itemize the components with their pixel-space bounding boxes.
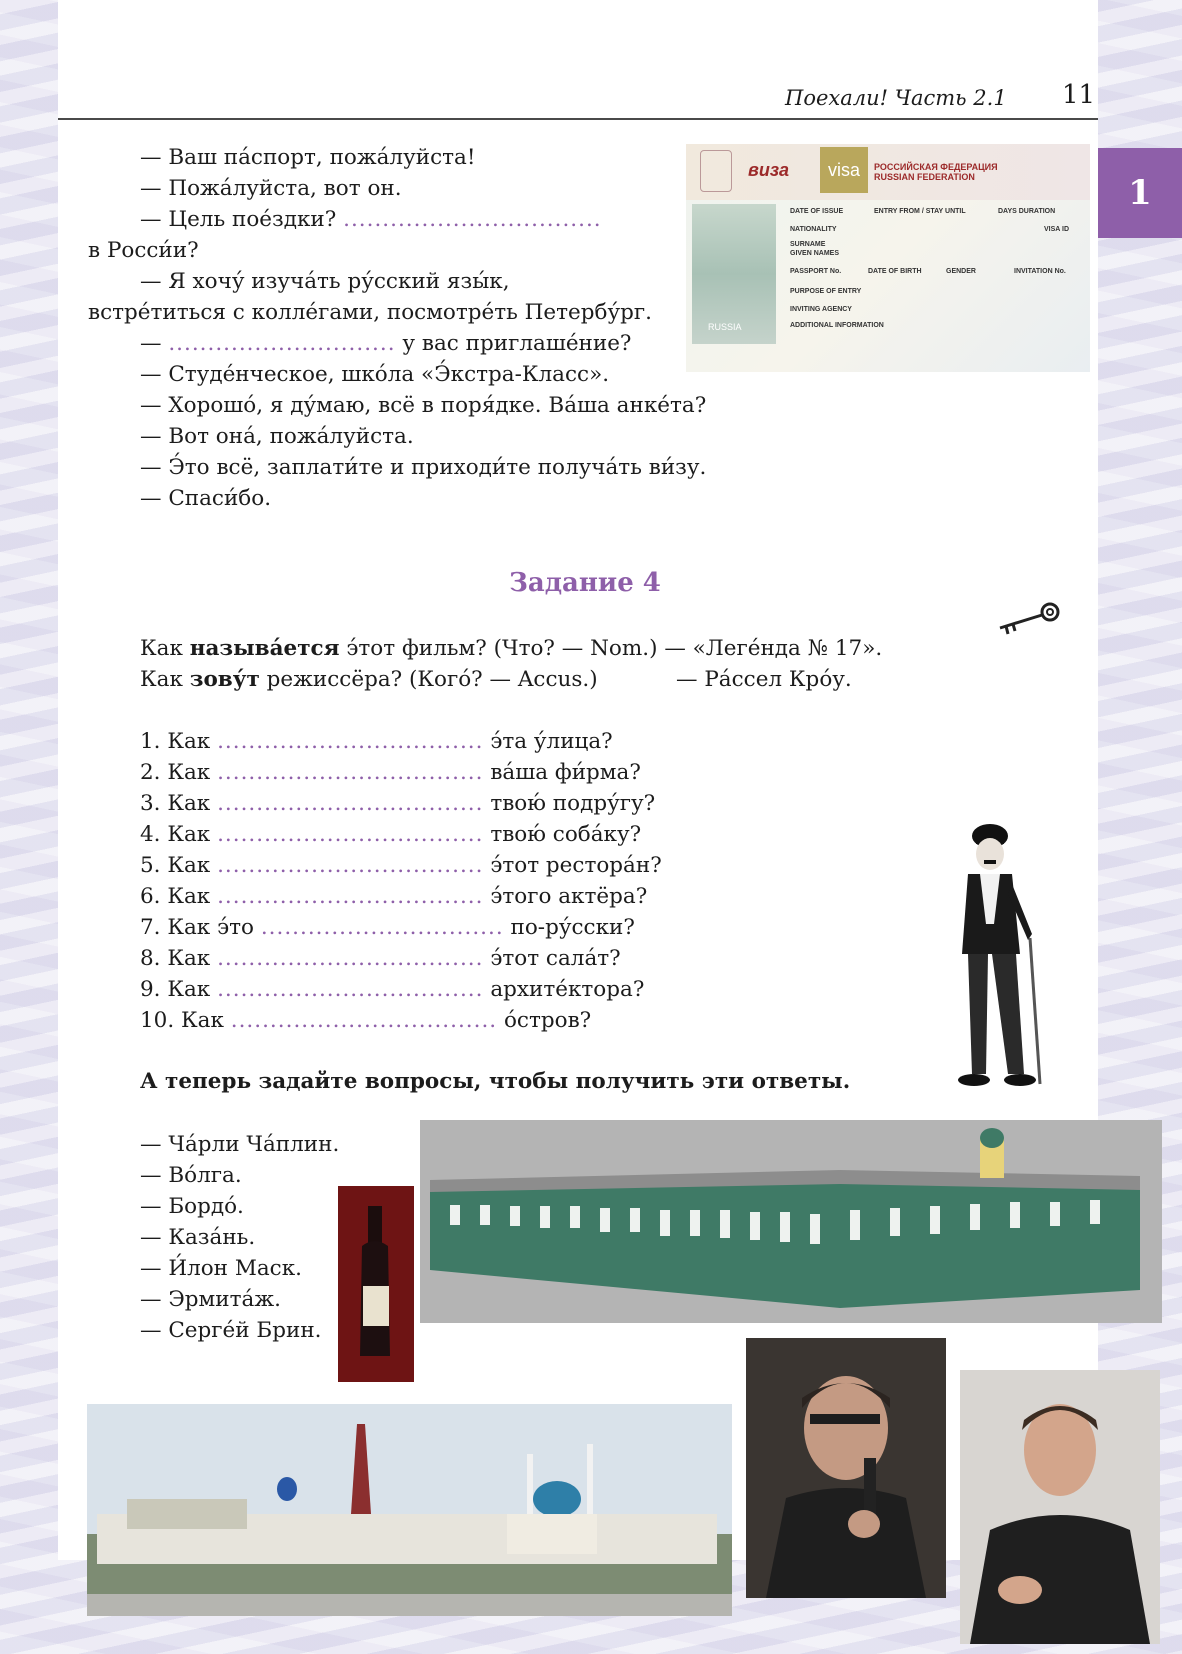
- dialogue-text: —: [140, 331, 162, 356]
- answer-blank[interactable]: ..................................: [217, 977, 484, 1002]
- visa-field: DATE OF BIRTH: [868, 268, 922, 275]
- dialogue-line: — Хорошо́, я ду́маю, всё в поря́дке. Ва́ша анкéта?: [140, 393, 707, 418]
- sergey-brin-photo: [746, 1338, 946, 1598]
- item-end: архитéктора?: [490, 977, 645, 1002]
- example-text: э́тот фильм? (Что? — Nom.) — «Легéнда № 17».: [339, 636, 883, 661]
- answer-blank[interactable]: ..................................: [217, 791, 484, 816]
- example-text: режиссёра? (Кого́? — Accus.): [259, 667, 598, 692]
- item-end: э́тот сала́т?: [490, 946, 621, 971]
- example-verb: называ́ется: [189, 636, 340, 661]
- answer-blank[interactable]: .................................: [343, 207, 602, 232]
- item-start: 2. Как: [140, 760, 211, 785]
- answer-blank[interactable]: ..................................: [217, 946, 484, 971]
- visa-field: INVITATION No.: [1014, 268, 1066, 275]
- dialogue-text: — Цель поéздки?: [140, 207, 337, 232]
- item-start: 8. Как: [140, 946, 211, 971]
- dialogue-line: — Э́то всё, заплати́те и приходи́те получа́ть ви́зу.: [140, 455, 707, 480]
- dialogue-line: — Пожа́луйста, вот он.: [140, 176, 402, 201]
- item-end: твою́ соба́ку?: [490, 822, 642, 847]
- answer-line: — Бордо́.: [140, 1194, 244, 1219]
- visa-image: [686, 144, 1090, 372]
- chapter-tab[interactable]: 1: [1098, 148, 1182, 238]
- answer-blank[interactable]: .............................: [168, 331, 396, 356]
- key-icon[interactable]: [996, 600, 1064, 640]
- item-start: 10. Как: [140, 1008, 224, 1033]
- visa-field: DAYS DURATION: [998, 208, 1056, 215]
- visa-field: GIVEN NAMES: [790, 250, 840, 257]
- visa-field: ENTRY FROM / STAY UNTIL: [874, 208, 966, 215]
- visa-country-ru: РОССИЙСКАЯ ФЕДЕРАЦИЯ: [874, 162, 998, 172]
- answer-line: — Каза́нь.: [140, 1225, 256, 1250]
- dialogue-line: [140, 206, 602, 234]
- item-start: 1. Как: [140, 729, 211, 754]
- exercise-item: [140, 1007, 591, 1035]
- emblem-icon: [700, 150, 732, 192]
- answer-line: — Эрмита́ж.: [140, 1287, 281, 1312]
- visa-field: INVITING AGENCY: [790, 306, 852, 313]
- instruction-text: А теперь задайте вопросы, чтобы получить эти ответы.: [140, 1069, 851, 1094]
- item-start: 9. Как: [140, 977, 211, 1002]
- item-end: о́стров?: [503, 1008, 592, 1033]
- item-start: 5. Как: [140, 853, 211, 878]
- visa-field: ADDITIONAL INFORMATION: [790, 322, 884, 329]
- kazan-kremlin-photo: [87, 1404, 732, 1616]
- visa-field: PURPOSE OF ENTRY: [790, 288, 862, 295]
- answer-blank[interactable]: ..................................: [217, 760, 484, 785]
- answer-line: — Ча́рли Ча́плин.: [140, 1132, 340, 1157]
- dialogue-line: — Спаси́бо.: [140, 486, 272, 511]
- answer-blank[interactable]: ..................................: [217, 884, 484, 909]
- visa-word: visa: [820, 147, 868, 193]
- running-header: Поехали! Часть 2.1: [785, 86, 1007, 110]
- task-heading: Задание 4: [509, 568, 661, 598]
- header-divider: [58, 118, 1098, 120]
- visa-country-en: RUSSIAN FEDERATION: [874, 172, 975, 182]
- item-end: по-ру́сски?: [510, 915, 635, 940]
- visa-tag: виза: [748, 160, 790, 180]
- visa-field: GENDER: [946, 268, 976, 275]
- answer-blank[interactable]: ..................................: [217, 729, 484, 754]
- example-text: Как: [140, 636, 190, 661]
- exercise-item: [140, 883, 647, 911]
- item-end: твою́ подру́гу?: [490, 791, 656, 816]
- item-start: 7. Как э́то: [140, 915, 254, 940]
- exercise-item: [140, 821, 641, 849]
- chaplin-photo: [928, 814, 1063, 1104]
- exercise-item: [140, 728, 613, 756]
- dialogue-line: — Ваш па́спорт, пожа́луйста!: [140, 145, 476, 170]
- example-text: Как: [140, 667, 190, 692]
- item-start: 3. Как: [140, 791, 211, 816]
- exercise-item: [140, 790, 655, 818]
- exercise-item: [140, 852, 662, 880]
- visa-field: SURNAME: [790, 241, 826, 248]
- visa-field: NATIONALITY: [790, 226, 837, 233]
- item-end: ва́ша фи́рма?: [490, 760, 641, 785]
- exercise-item: [140, 945, 621, 973]
- dialogue-text: у вас приглашéние?: [402, 331, 632, 356]
- visa-field: PASSPORT No.: [790, 268, 842, 275]
- visa-photo-label: RUSSIA: [708, 322, 742, 332]
- item-end: э́та у́лица?: [490, 729, 613, 754]
- answer-line: — И́лон Маск.: [140, 1256, 302, 1281]
- answer-line: — Во́лга.: [140, 1163, 242, 1188]
- dialogue-line: — Вот она́, пожа́луйста.: [140, 424, 414, 449]
- elon-musk-photo: [960, 1370, 1160, 1644]
- wine-bottle-photo: [338, 1186, 414, 1382]
- example-line: [140, 666, 598, 694]
- item-end: э́того актёра?: [490, 884, 648, 909]
- hermitage-photo: [420, 1120, 1162, 1323]
- page-number: 11: [1062, 80, 1096, 110]
- visa-country: [874, 162, 998, 182]
- answer-line: — Сергéй Брин.: [140, 1318, 322, 1343]
- answer-blank[interactable]: ..................................: [217, 853, 484, 878]
- example-verb: зову́т: [189, 667, 260, 692]
- dialogue-line: [140, 330, 631, 358]
- exercise-item: [140, 759, 641, 787]
- item-start: 6. Как: [140, 884, 211, 909]
- exercise-item: [140, 976, 644, 1004]
- item-start: 4. Как: [140, 822, 211, 847]
- dialogue-line: встрéтиться с коллéгами, посмотрéть Петербу́рг.: [88, 300, 652, 325]
- item-end: э́тот рестора́н?: [490, 853, 662, 878]
- visa-field: DATE OF ISSUE: [790, 208, 844, 215]
- answer-blank[interactable]: ..................................: [230, 1008, 498, 1033]
- answer-blank[interactable]: ...............................: [260, 915, 504, 940]
- example-line: [140, 635, 882, 663]
- example-answer: — Ра́ссел Кро́у.: [676, 667, 852, 692]
- exercise-item: [140, 914, 635, 942]
- dialogue-line: в Росси́и?: [88, 238, 199, 263]
- dialogue-line: — Я хочу́ изуча́ть ру́сский язы́к,: [140, 269, 510, 294]
- dialogue-line: — Студéнческое, шко́ла «Э́кстра-Класс».: [140, 362, 610, 387]
- answer-blank[interactable]: ..................................: [217, 822, 484, 847]
- visa-field: VISA ID: [1044, 226, 1070, 233]
